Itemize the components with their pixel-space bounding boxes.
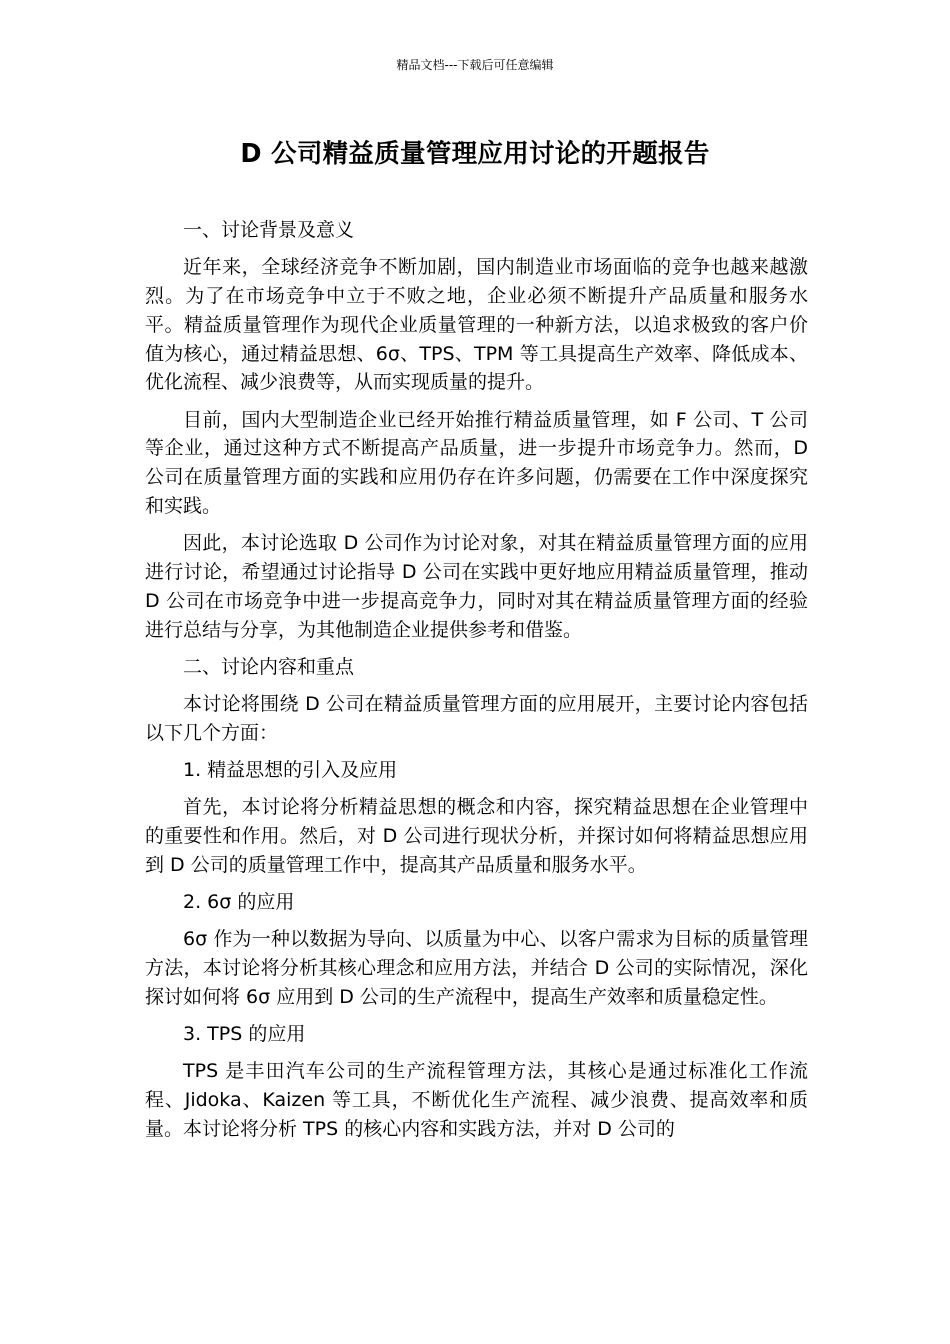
page-header: 精品文档---下载后可任意编辑	[396, 58, 554, 72]
paragraph-background-2: 目前，国内大型制造企业已经开始推行精益质量管理，如 F 公司、T 公司等企业，通过这种方式不断提高产品质量，进一步提升市场竞争力。然而，D 公司在质量管理方面的实践和应用仍存在许多问题，仍需要在工作中深度探究和实践。	[145, 408, 808, 517]
paragraph-content-intro: 本讨论将围绕 D 公司在精益质量管理方面的应用展开，主要讨论内容包括以下几个方面：	[145, 692, 808, 744]
subheading-lean-thinking: 1. 精益思想的引入及应用	[183, 758, 398, 781]
document-body	[145, 216, 808, 1152]
section-heading-background: 一、讨论背景及意义	[183, 219, 355, 241]
paragraph-background-1: 近年来，全球经济竞争不断加剧，国内制造业市场面临的竞争也越来越激烈。为了在市场竞争中立于不败之地，企业必须不断提升产品质量和服务水平。精益质量管理作为现代企业质量管理的一种新方法，以追求极致的客户价值为核心，通过精益思想、6σ、TPS、TPM 等工具提高生产效率、降低成本、优化流程、减少浪费等，从而实现质量的提升。	[145, 256, 808, 394]
subheading-six-sigma: 2. 6σ 的应用	[183, 890, 295, 913]
paragraph-tps: TPS 是丰田汽车公司的生产流程管理方法，其核心是通过标准化工作流程、Jidoka、Kaizen 等工具，不断优化生产流程、减少浪费、提高效率和质量。本讨论将分析 TPS 的核心内容和实践方法，并对 D 公司的	[145, 1060, 808, 1140]
document-title: D 公司精益质量管理应用讨论的开题报告	[240, 139, 710, 169]
section-heading-content: 二、讨论内容和重点	[183, 655, 355, 678]
paragraph-six-sigma: 6σ 作为一种以数据为导向、以质量为中心、以客户需求为目标的质量管理方法，本讨论将分析其核心理念和应用方法，并结合 D 公司的实际情况，深化探讨如何将 6σ 应用到 D 公司的生产流程中，提高生产效率和质量稳定性。	[145, 928, 808, 1008]
paragraph-background-3: 因此，本讨论选取 D 公司作为讨论对象，对其在精益质量管理方面的应用进行讨论，希望通过讨论指导 D 公司在实践中更好地应用精益质量管理，推动 D 公司在市场竞争中进一步提高竞争力，同时对其在精益质量管理方面的经验进行总结与分享，为其他制造企业提供参考和借鉴。	[145, 532, 808, 641]
paragraph-lean-thinking: 首先，本讨论将分析精益思想的概念和内容，探究精益思想在企业管理中的重要性和作用。然后，对 D 公司进行现状分析，并探讨如何将精益思想应用到 D 公司的质量管理工作中，提高其产品质量和服务水平。	[145, 796, 808, 876]
subheading-tps: 3. TPS 的应用	[183, 1022, 306, 1045]
